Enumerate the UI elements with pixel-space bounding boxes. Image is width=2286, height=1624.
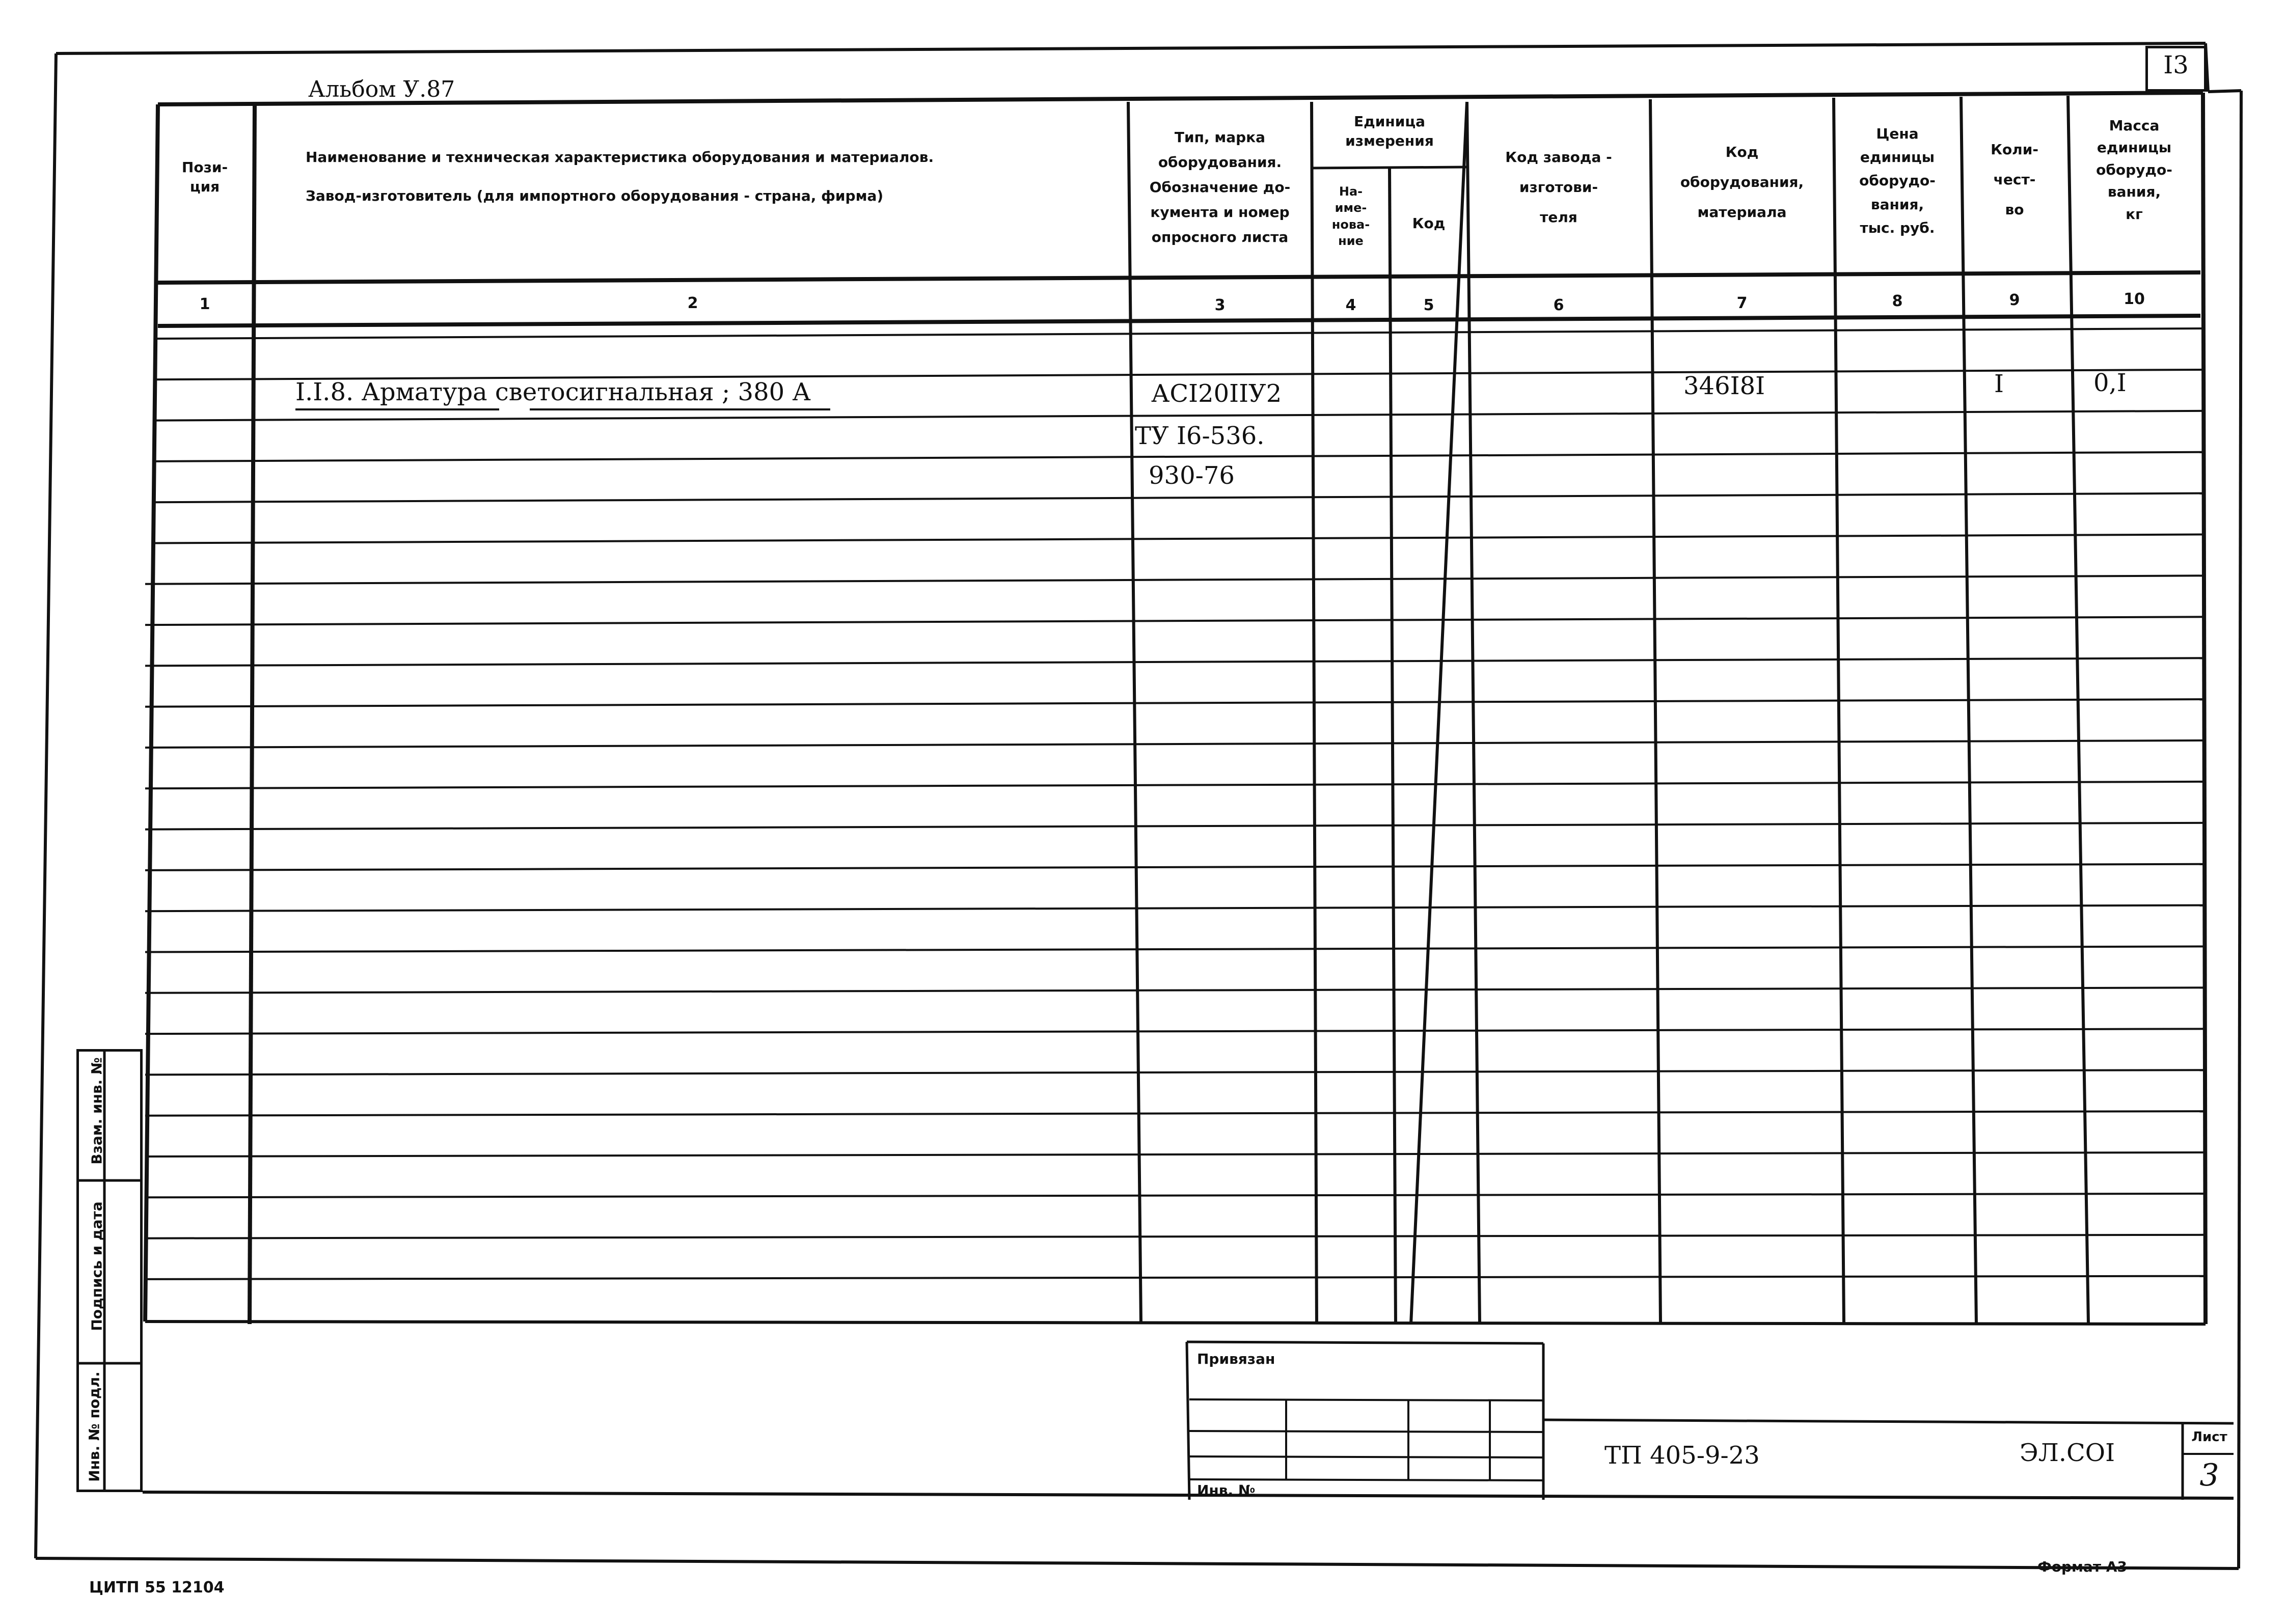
stamp-tied-label: Привязан	[1197, 1351, 1275, 1367]
col2-number: 2	[687, 294, 698, 312]
row1-quantity: I	[1994, 370, 2004, 398]
col6-header: Код завода - изготови- теля	[1505, 149, 1612, 226]
col9-number: 9	[2009, 291, 2020, 309]
col5-number: 5	[1423, 296, 1434, 314]
row1-name: I.I.8. Арматура светосигнальная ; 380 А	[295, 378, 811, 406]
col4-header: На- име- нова- ние	[1331, 184, 1370, 249]
document-code: ТП 405-9-23	[1604, 1441, 1760, 1470]
col10-header: Масса единицы оборудо- вания, кг	[2096, 117, 2172, 223]
col3-number: 3	[1214, 296, 1226, 314]
col7-number: 7	[1736, 294, 1748, 312]
stamp-inv-label: Инв. №	[1197, 1482, 1256, 1499]
row2-type: ТУ I6-536.	[1135, 422, 1265, 450]
col6-number: 6	[1553, 296, 1564, 314]
page-number: I3	[2163, 51, 2189, 79]
footer-left-code: ЦИТП 55 12104	[89, 1579, 225, 1597]
footer-format: Формат А3	[2037, 1558, 2127, 1575]
row1-type: АСI20IIУ2	[1151, 379, 1282, 408]
album-label: Альбом У.87	[308, 76, 455, 102]
row1-mass: 0,I	[2093, 369, 2127, 397]
col9-header: Коли- чест- во	[1991, 141, 2038, 218]
side-label-replaced-inv: Взам. инв. №	[88, 1057, 105, 1165]
col8-header: Цена единицы оборудо- вания, тыс. руб.	[1859, 125, 1936, 236]
col7-header: Код оборудования, материала	[1680, 144, 1804, 221]
col8-number: 8	[1892, 292, 1903, 310]
sheet-code: ЭЛ.СОI	[2020, 1439, 2115, 1467]
sheet-number: 3	[2199, 1457, 2219, 1493]
row3-type: 930-76	[1149, 461, 1235, 490]
col4-number: 4	[1345, 296, 1356, 314]
side-label-signature-date: Подпись и дата	[88, 1201, 105, 1331]
sheet-label: Лист	[2191, 1429, 2227, 1445]
side-label-inv-original: Инв. № подл.	[86, 1371, 103, 1482]
col1-header: Пози- ция	[181, 159, 228, 195]
col10-number: 10	[2124, 290, 2145, 308]
col1-number: 1	[199, 295, 210, 313]
row1-equipment-code: 346I8I	[1683, 372, 1765, 400]
col2-header: Наименование и техническая характеристика оборудования и материалов. Завод-изготовитель (для импортного оборудования - страна, фирма)	[306, 149, 934, 204]
col5-header: Код	[1412, 215, 1446, 232]
unit-group-header: Единица измерения	[1345, 113, 1434, 149]
col3-header: Тип, марка оборудования. Обозначение до- кумента и номер опросного листа	[1149, 129, 1291, 245]
